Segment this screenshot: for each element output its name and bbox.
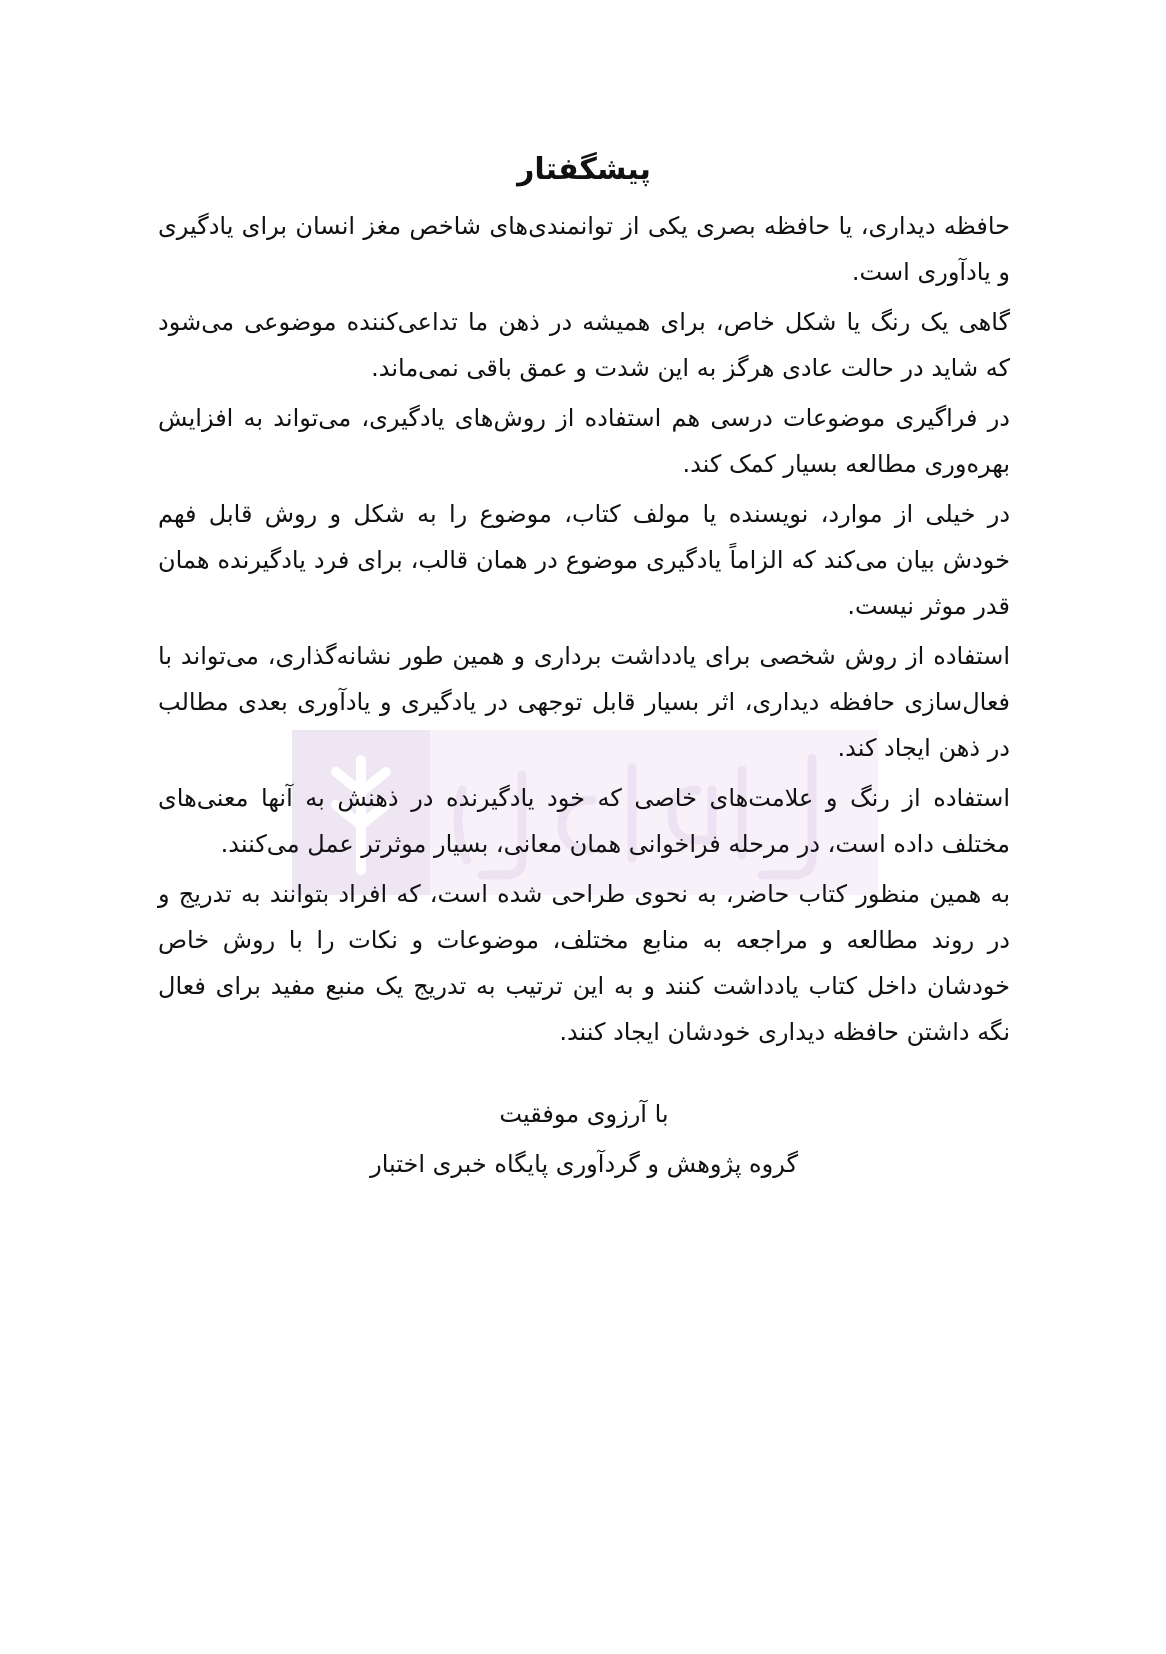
paragraph-4: در خیلی از موارد، نویسنده یا مولف کتاب، موضوع را به شکل و روش قابل فهم خودش بیان می‌کند که الزاماً یادگیری موضوع در همان قالب، برای فرد یادگیرنده همان قدر موثر نیست. — [158, 500, 1010, 620]
preface-content — [158, 150, 1010, 1189]
paragraph-3: در فراگیری موضوعات درسی هم استفاده از روش‌های یادگیری، می‌تواند به افزایش بهره‌وری مطالعه بسیار کمک کند. — [158, 404, 1010, 478]
closing-block — [158, 1089, 1010, 1189]
page-title: پیشگفتار — [517, 152, 651, 187]
paragraph-1: حافظه دیداری، یا حافظه بصری یکی از توانمندی‌های شاخص مغز انسان برای یادگیری و یادآوری است. — [158, 212, 1010, 286]
paragraph-6: استفاده از رنگ و علامت‌های خاصی که خود یادگیرنده در ذهنش به آنها معنی‌های مختلف داده است، در مرحله فراخوانی همان معانی، بسیار موثرتر عمل می‌کنند. — [158, 784, 1010, 858]
paragraph-7: به همین منظور کتاب حاضر، به نحوی طراحی شده است، که افراد بتوانند به تدریج و در روند مطالعه و مراجعه به منابع مختلف، موضوعات و نکات را با روش خاص خودشان داخل کتاب یادداشت کنند و به این ترتیب به تدریج یک منبع مفید برای فعال نگه داشتن حافظه دیداری خودشان ایجاد کنند. — [158, 880, 1010, 1046]
paragraph-5: استفاده از روش شخصی برای یادداشت برداری و همین طور نشانه‌گذاری، می‌تواند با فعال‌سازی حافظه دیداری، اثر بسیار قابل توجهی در یادگیری و یادآوری بعدی مطالب در ذهن ایجاد کند. — [158, 642, 1010, 762]
closing-signature: گروه پژوهش و گردآوری پایگاه خبری اختبار — [370, 1150, 798, 1178]
closing-wish: با آرزوی موفقیت — [499, 1100, 669, 1128]
paragraph-2: گاهی یک رنگ یا شکل خاص، برای همیشه در ذهن ما تداعی‌کننده موضوعی می‌شود که شاید در حالت عادی هرگز به این شدت و عمق باقی نمی‌ماند. — [158, 308, 1010, 382]
